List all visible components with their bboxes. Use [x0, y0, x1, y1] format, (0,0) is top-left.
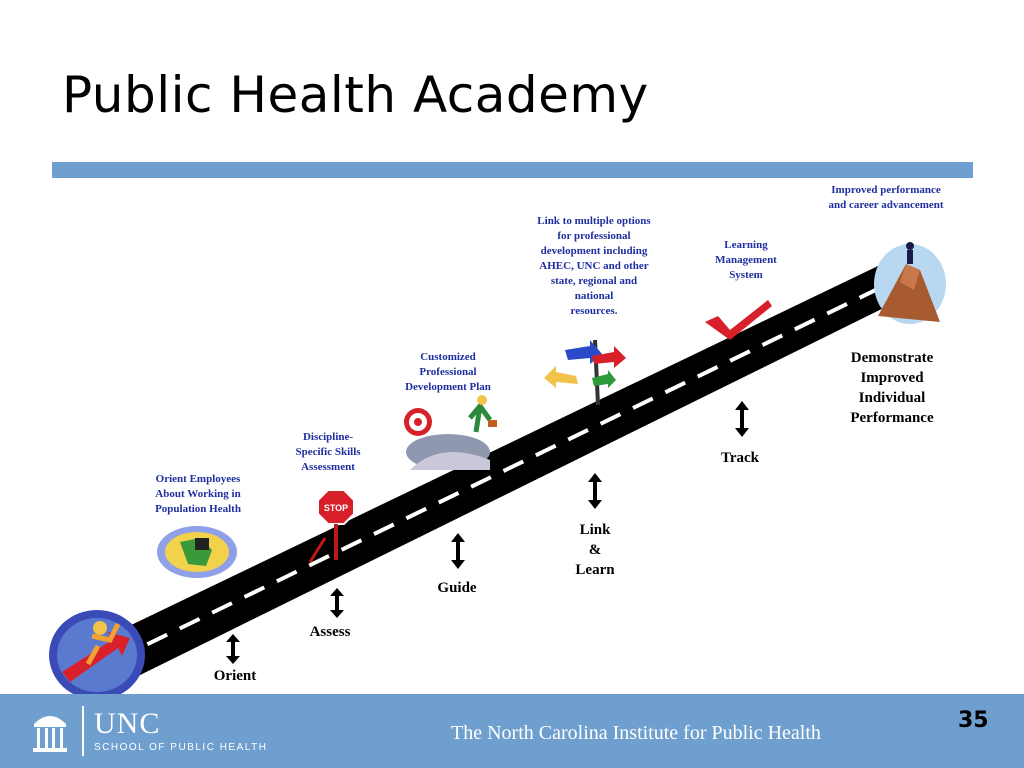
runner-start-icon [49, 610, 145, 700]
old-well-icon [30, 706, 70, 756]
step-label-assess: Assess [309, 624, 351, 640]
logo-divider [82, 706, 84, 756]
unc-logo-subtitle: SCHOOL OF PUBLIC HEALTH [94, 742, 268, 753]
caption-guide: Customized Professional Development Plan [405, 351, 491, 393]
target-runner-icon [404, 395, 497, 470]
link-learn-marker-arrow [588, 473, 602, 509]
step-label-guide: Guide [437, 580, 477, 596]
page-number: 35 [958, 708, 989, 733]
stop-sign-label: STOP [323, 503, 349, 513]
step-label-demonstrate: Demonstrate Improved Individual Performance [850, 350, 934, 426]
caption-link-learn: Link to multiple options for professional development including AHEC, UNC and other state, regional and national resources. [537, 215, 651, 317]
caption-demonstrate: Improved performance and career advancement [828, 184, 944, 211]
assess-marker-arrow [330, 588, 344, 618]
unc-logo-text: UNC [94, 707, 161, 740]
puzzle-globe-icon [157, 526, 237, 578]
track-marker-arrow [735, 401, 749, 437]
orient-marker-arrow [226, 634, 240, 664]
step-label-orient: Orient [213, 668, 257, 684]
footer-institute-name: The North Carolina Institute for Public Health [451, 722, 821, 744]
caption-assess: Discipline- Specific Skills Assessment [295, 431, 361, 473]
step-label-link-learn: Link & Learn [575, 522, 615, 578]
caption-track: Learning Management System [715, 239, 777, 281]
guide-marker-arrow [451, 533, 465, 569]
slide-title: Public Health Academy [62, 66, 649, 124]
step-label-track: Track [720, 450, 760, 466]
mountain-summit-icon [874, 242, 946, 324]
caption-orient: Orient Employees About Working in Population Health [155, 473, 241, 515]
